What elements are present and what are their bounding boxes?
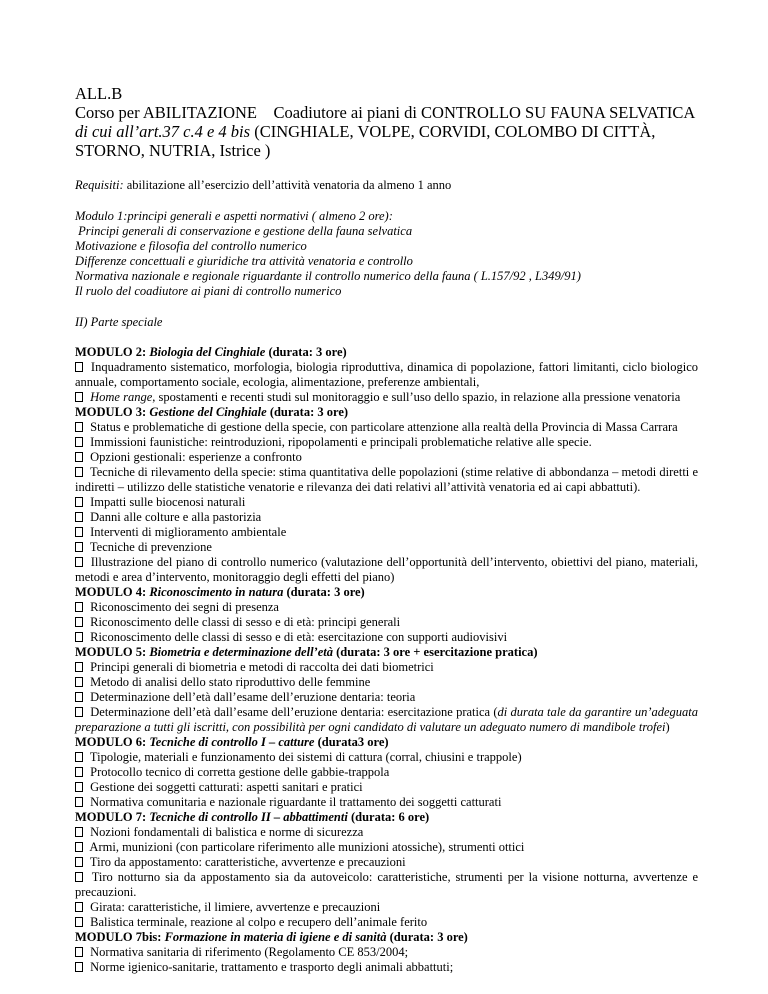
bullet-box-icon	[75, 392, 83, 402]
requirements	[75, 178, 698, 193]
course-title-reference: di cui all’art.37 c.4 e 4 bis	[75, 122, 251, 141]
module-1-line: Motivazione e filosofia del controllo numerico	[75, 239, 307, 253]
bullet-item	[75, 960, 698, 975]
bullet-item	[75, 690, 698, 705]
bullet-box-icon	[75, 557, 83, 567]
bullet-item	[75, 630, 698, 645]
bullet-text: Gestione dei soggetti catturati: aspetti sanitari e pratici	[87, 780, 363, 794]
bullet-box-icon	[75, 617, 83, 627]
bullet-text: Protocollo tecnico di corretta gestione delle gabbie-trappola	[87, 765, 390, 779]
module-heading	[75, 645, 698, 660]
bullet-box-icon	[75, 962, 83, 972]
bullet-box-icon	[75, 752, 83, 762]
bullet-box-icon	[75, 902, 83, 912]
module-number: MODULO 7bis:	[75, 930, 165, 944]
bullet-text: , spostamenti e recenti studi sul monitoraggio e sull’uso dello spazio, in relazione alla pressione venatoria	[152, 390, 681, 404]
bullet-box-icon	[75, 602, 83, 612]
requirements-label: Requisiti:	[75, 178, 124, 192]
bullet-box-icon	[75, 692, 83, 702]
bullet-item	[75, 510, 698, 525]
bullet-item	[75, 540, 698, 555]
attachment-label: ALL.B	[75, 84, 123, 103]
bullet-text: Tipologie, materiali e funzionamento dei sistemi di cattura (corral, chiusini e trappole)	[87, 750, 522, 764]
module-title: Formazione in materia di igiene e di sanità	[164, 930, 387, 944]
module-duration: (durata3 ore)	[314, 735, 389, 749]
module-1-title: Modulo 1:principi generali e aspetti normativi ( almeno 2 ore):	[75, 209, 393, 223]
bullet-item	[75, 825, 698, 840]
document-page	[75, 84, 703, 975]
bullet-text: Inquadramento sistematico, morfologia, biologia riproduttiva, dinamica di popolazione, fattori limitanti, ciclo biologico annuale, comportamento sociale, ecologia, alimentazione, preferenze ambientali,	[75, 360, 698, 389]
bullet-item	[75, 600, 698, 615]
module-heading	[75, 810, 698, 825]
bullet-box-icon	[75, 767, 83, 777]
bullet-text: Determinazione dell’età dall’esame dell’eruzione dentaria: teoria	[87, 690, 416, 704]
bullet-text: Danni alle colture e alla pastorizia	[87, 510, 262, 524]
bullet-box-icon	[75, 782, 83, 792]
bullet-item	[75, 765, 698, 780]
bullet-italic-text: Home range	[87, 390, 153, 404]
bullet-box-icon	[75, 527, 83, 537]
bullet-italic-text: di durata tale da garantire un’adeguata preparazione a tutti gli iscritti, con possibilità per ogni candidato di valutare un adeguato numero di mandibole trofei	[75, 705, 698, 734]
bullet-text: Tiro notturno sia da appostamento sia da autoveicolo: caratteristiche, strumenti per la visione notturna, avvertenze e precauzioni.	[75, 870, 698, 899]
bullet-item	[75, 915, 698, 930]
bullet-text: Armi, munizioni (con particolare riferimento alle munizioni atossiche), strumenti ottici	[87, 840, 525, 854]
bullet-text: Interventi di miglioramento ambientale	[87, 525, 287, 539]
bullet-box-icon	[75, 707, 83, 717]
bullet-item	[75, 420, 698, 435]
bullet-text: Determinazione dell’età dall’esame dell’eruzione dentaria: esercitazione pratica (	[87, 705, 498, 719]
module-number: MODULO 3:	[75, 405, 150, 419]
module-title: Tecniche di controllo II – abbattimenti	[149, 810, 348, 824]
module-1	[75, 209, 698, 299]
course-title-prefix: Corso per ABILITAZIONE Coadiutore ai piani di CONTROLLO SU FAUNA SELVATICA	[75, 103, 703, 122]
module-1-line: Principi generali di conservazione e gestione della fauna selvatica	[75, 224, 413, 238]
bullet-box-icon	[75, 857, 83, 867]
bullet-tail: )	[665, 720, 670, 734]
bullet-item	[75, 360, 698, 390]
module-duration: (durata: 3 ore)	[265, 345, 347, 359]
bullet-item	[75, 435, 698, 450]
module-duration: (durata: 3 ore + esercitazione pratica)	[332, 645, 538, 659]
module-title: Gestione del Cinghiale	[149, 405, 267, 419]
bullet-text: Metodo di analisi dello stato riproduttivo delle femmine	[87, 675, 371, 689]
bullet-text: Impatti sulle biocenosi naturali	[87, 495, 246, 509]
bullet-item	[75, 840, 698, 855]
module-heading	[75, 585, 698, 600]
bullet-item	[75, 465, 698, 495]
bullet-box-icon	[75, 677, 83, 687]
bullet-box-icon	[75, 512, 83, 522]
bullet-box-icon	[75, 797, 83, 807]
bullet-item	[75, 750, 698, 765]
module-heading	[75, 735, 698, 750]
bullet-item	[75, 870, 698, 900]
bullet-item	[75, 705, 698, 735]
course-title-species: (CINGHIALE, VOLPE, CORVIDI, COLOMBO DI CITTÀ, STORNO, NUTRIA, Istrice )	[75, 122, 656, 160]
bullet-box-icon	[75, 437, 83, 447]
bullet-box-icon	[75, 842, 83, 852]
bullet-text: Balistica terminale, reazione al colpo e recupero dell’animale ferito	[87, 915, 428, 929]
bullet-box-icon	[75, 917, 83, 927]
module-title: Tecniche di controllo I – catture	[149, 735, 315, 749]
bullet-text: Nozioni fondamentali di balistica e norme di sicurezza	[87, 825, 364, 839]
module-1-line: Il ruolo del coadiutore ai piani di controllo numerico	[75, 284, 342, 298]
bullet-box-icon	[75, 542, 83, 552]
modules-list	[75, 345, 698, 975]
module-title: Biometria e determinazione dell’età	[149, 645, 333, 659]
bullet-box-icon	[75, 422, 83, 432]
module-heading	[75, 930, 698, 945]
bullet-text: Riconoscimento dei segni di presenza	[87, 600, 279, 614]
bullet-text: Normativa sanitaria di riferimento (Regolamento CE 853/2004;	[87, 945, 409, 959]
document-header	[75, 84, 703, 160]
requirements-text: abilitazione all’esercizio dell’attività venatoria da almeno 1 anno	[123, 178, 452, 192]
bullet-text: Tiro da appostamento: caratteristiche, avvertenze e precauzioni	[87, 855, 406, 869]
module-duration: (durata: 6 ore)	[347, 810, 430, 824]
module-duration: (durata: 3 ore)	[386, 930, 468, 944]
bullet-item	[75, 495, 698, 510]
bullet-box-icon	[75, 452, 83, 462]
module-number: MODULO 4:	[75, 585, 150, 599]
module-heading	[75, 405, 698, 420]
bullet-item	[75, 555, 698, 585]
bullet-text: Principi generali di biometria e metodi di raccolta dei dati biometrici	[87, 660, 434, 674]
course-title	[75, 103, 703, 160]
bullet-item	[75, 945, 698, 960]
module-number: MODULO 7:	[75, 810, 150, 824]
module-duration: (durata: 3 ore)	[283, 585, 365, 599]
module-number: MODULO 5:	[75, 645, 150, 659]
bullet-item	[75, 525, 698, 540]
bullet-text: Girata: caratteristiche, il limiere, avvertenze e precauzioni	[87, 900, 381, 914]
bullet-box-icon	[75, 947, 83, 957]
module-heading	[75, 345, 698, 360]
bullet-item	[75, 615, 698, 630]
bullet-item	[75, 900, 698, 915]
bullet-text: Tecniche di prevenzione	[87, 540, 212, 554]
bullet-item	[75, 855, 698, 870]
bullet-text: Status e problematiche di gestione della specie, con particolare attenzione alla realtà della Provincia di Massa Carrara	[87, 420, 678, 434]
bullet-item	[75, 780, 698, 795]
special-part-heading: II) Parte speciale	[75, 315, 163, 329]
bullet-box-icon	[75, 362, 83, 372]
module-1-line: Normativa nazionale e regionale riguardante il controllo numerico della fauna ( L.157/92 , L349/91)	[75, 269, 581, 283]
module-1-line: Differenze concettuali e giuridiche tra attività venatoria e controllo	[75, 254, 413, 268]
bullet-box-icon	[75, 662, 83, 672]
bullet-item	[75, 390, 698, 405]
bullet-box-icon	[75, 467, 83, 477]
bullet-item	[75, 660, 698, 675]
module-title: Riconoscimento in natura	[149, 585, 284, 599]
module-duration: (durata: 3 ore)	[266, 405, 349, 419]
bullet-text: Norme igienico-sanitarie, trattamento e trasporto degli animali abbattuti;	[87, 960, 454, 974]
bullet-text: Tecniche di rilevamento della specie: stima quantitativa delle popolazioni (stime relative di abbondanza – metodi diretti e indiretti – utilizzo delle statistiche venatorie e rilevanza dei dati relativi all’attività venatoria ed ai capi abbattuti).	[75, 465, 698, 494]
module-number: MODULO 6:	[75, 735, 150, 749]
bullet-box-icon	[75, 872, 83, 882]
bullet-box-icon	[75, 827, 83, 837]
module-title: Biologia del Cinghiale	[149, 345, 266, 359]
bullet-text: Opzioni gestionali: esperienze a confronto	[87, 450, 302, 464]
bullet-text: Immissioni faunistiche: reintroduzioni, ripopolamenti e principali problematiche relative alle specie.	[87, 435, 592, 449]
bullet-box-icon	[75, 497, 83, 507]
bullet-text: Riconoscimento delle classi di sesso e di età: principi generali	[87, 615, 401, 629]
bullet-item	[75, 450, 698, 465]
bullet-item	[75, 675, 698, 690]
bullet-text: Illustrazione del piano di controllo numerico (valutazione dell’opportunità dell’intervento, obiettivi del piano, materiali, metodi e area d’intervento, monitoraggio degli effetti del piano)	[75, 555, 698, 584]
bullet-text: Riconoscimento delle classi di sesso e di età: esercitazione con supporti audiovisivi	[87, 630, 508, 644]
module-number: MODULO 2:	[75, 345, 150, 359]
bullet-text: Normativa comunitaria e nazionale riguardante il trattamento dei soggetti catturati	[87, 795, 502, 809]
bullet-item	[75, 795, 698, 810]
bullet-box-icon	[75, 632, 83, 642]
